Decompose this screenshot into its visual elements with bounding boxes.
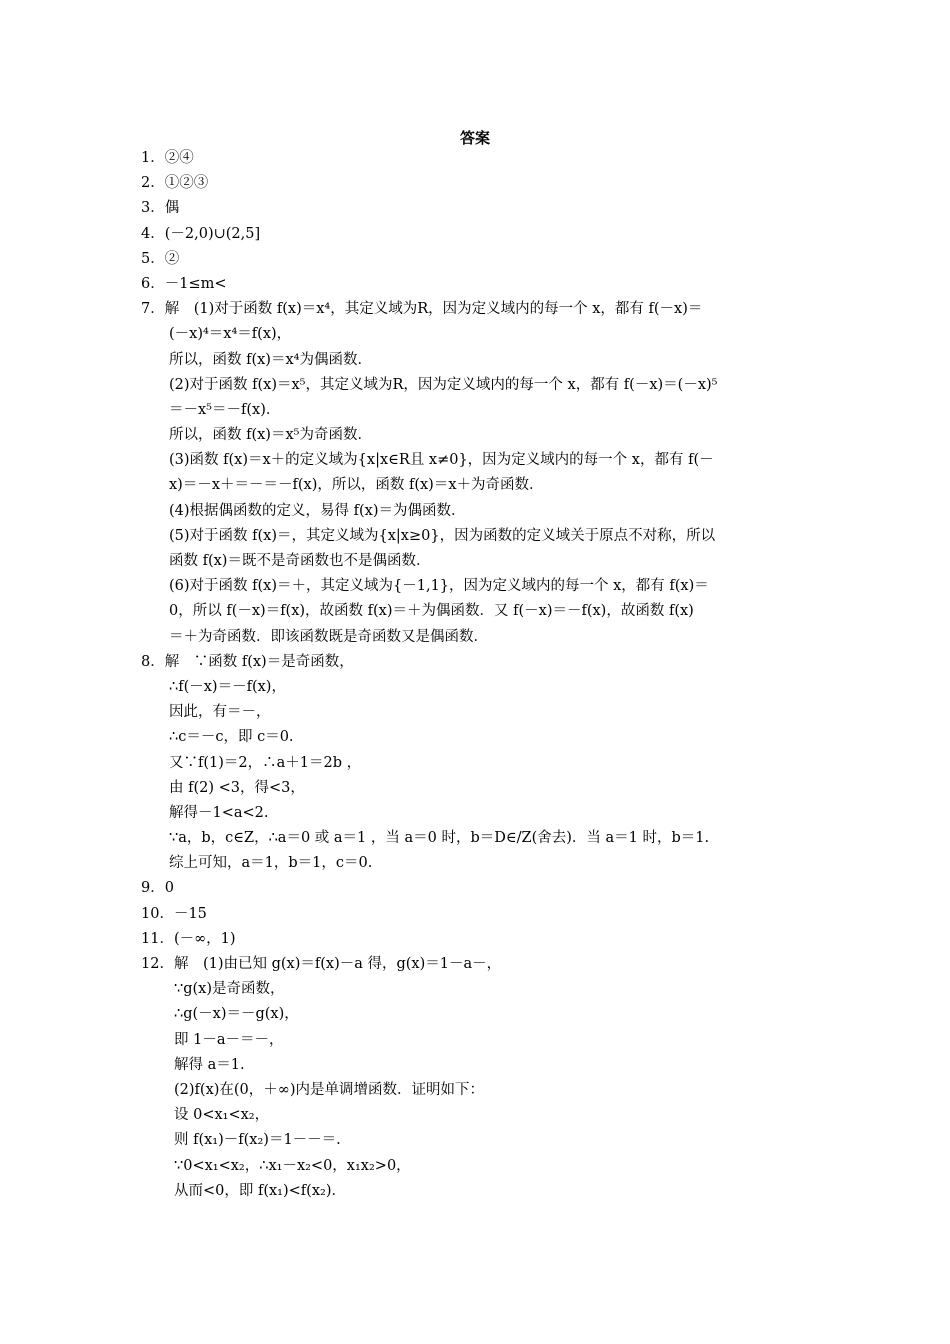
- answer-line: 解得－1<a<2.: [169, 804, 269, 821]
- answer-line: 所以，函数 f(x)＝x⁵为奇函数．: [169, 427, 372, 444]
- answer-line: (3)函数 f(x)＝x＋的定义域为{x|x∈R且 x≠0}，因为定义域内的每一个 x，都有 f(－: [169, 452, 714, 469]
- answer-line: 由 f(2) <3，得<3，: [169, 779, 305, 796]
- answer-line: (2)f(x)在(0，＋∞)内是单调增函数．证明如下：: [174, 1081, 485, 1098]
- answer-line: 2．①②③: [141, 175, 209, 192]
- answer-list: [141, 146, 813, 1204]
- answer-line: ∴g(－x)＝－g(x)，: [174, 1006, 299, 1023]
- page-title: 答案: [459, 129, 490, 147]
- answer-line: 0，所以 f(－x)＝f(x)，故函数 f(x)＝＋为偶函数．又 f(－x)＝－f(x)，故函数 f(x): [169, 603, 694, 620]
- answer-line: ∵g(x)是奇函数，: [174, 981, 285, 998]
- answer-line: x)＝－x＋＝－＝－f(x)，所以，函数 f(x)＝x＋为奇函数．: [169, 477, 544, 494]
- answer-line: 7．解 (1)对于函数 f(x)＝x⁴，其定义域为R，因为定义域内的每一个 x，都有 f(－x)＝: [141, 301, 703, 318]
- answer-line: 设 0<x₁<x₂，: [174, 1107, 270, 1124]
- answer-line: (－x)⁴＝x⁴＝f(x)，: [169, 326, 292, 343]
- answer-line: 10．－15: [141, 905, 207, 922]
- answer-line: 所以，函数 f(x)＝x⁴为偶函数．: [169, 351, 372, 368]
- answer-line: ＝－x⁵＝－f(x)．: [169, 401, 281, 418]
- answer-line: 4．(－2,0)∪(2,5]: [141, 225, 261, 242]
- answer-line: 11．(－∞，1): [141, 930, 236, 947]
- answer-line: 1．②④: [141, 150, 194, 166]
- answer-line: ∵0<x₁<x₂，∴x₁－x₂<0，x₁x₂>0，: [174, 1157, 411, 1174]
- answer-line: 综上可知，a＝1，b＝1，c＝0.: [169, 855, 373, 872]
- answer-line: 从而<0，即 f(x₁)<f(x₂)．: [174, 1182, 346, 1199]
- answer-line: 12．解 (1)由已知 g(x)＝f(x)－a 得，g(x)＝1－a－，: [141, 956, 502, 972]
- answer-line: ∴f(－x)＝－f(x)，: [169, 678, 286, 695]
- answer-line: 6．－1≤m<: [141, 275, 227, 292]
- answer-line: (6)对于函数 f(x)＝＋，其定义域为{－1,1}，因为定义域内的每一个 x，都有 f(x)＝: [169, 578, 709, 595]
- answer-line: ∴c＝－c，即 c＝0.: [169, 729, 294, 746]
- answer-line: 解得 a＝1.: [174, 1056, 245, 1073]
- answer-line: (2)对于函数 f(x)＝x⁵，其定义域为R，因为定义域内的每一个 x，都有 f(－x)＝(－x)⁵: [169, 376, 718, 393]
- answer-line: 9．0: [141, 880, 174, 897]
- answer-line: ＝＋为奇函数．即该函数既是奇函数又是偶函数．: [169, 628, 488, 645]
- answer-line: 5．②: [141, 250, 180, 267]
- answer-line: 因此，有＝－，: [169, 704, 271, 721]
- answer-line: ∵a，b，c∈Z，∴a＝0 或 a＝1 ，当 a＝0 时，b＝D∈/Z(舍去)．当 a＝1 时，b＝1.: [169, 830, 710, 847]
- answer-line: (4)根据偶函数的定义，易得 f(x)＝为偶函数．: [169, 502, 466, 519]
- answer-line: 则 f(x₁)－f(x₂)＝1－－＝.: [174, 1132, 341, 1149]
- answer-line: 8．解 ∵函数 f(x)＝是奇函数，: [141, 653, 354, 670]
- answer-line: (5)对于函数 f(x)＝，其定义域为{x|x≥0}，因为函数的定义域关于原点不对称，所以: [169, 527, 716, 544]
- answer-line: 又∵f(1)＝2，∴a＋1＝2b ，: [169, 754, 362, 771]
- answer-line: 函数 f(x)＝既不是奇函数也不是偶函数．: [169, 553, 431, 569]
- answer-line: 即 1－a－＝－，: [174, 1031, 284, 1048]
- answer-line: 3．偶: [141, 200, 180, 217]
